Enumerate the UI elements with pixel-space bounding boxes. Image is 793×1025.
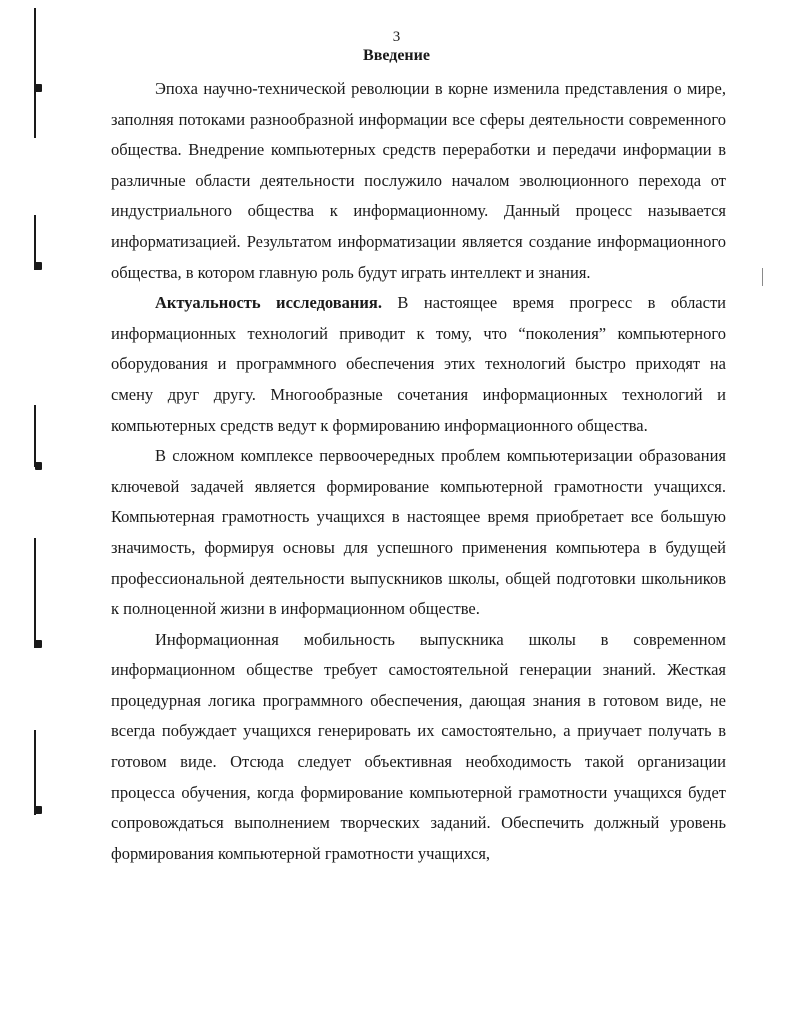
paragraph-lead: Актуальность исследования. [155, 293, 382, 313]
scan-margin-mark [35, 262, 42, 270]
paragraph [111, 441, 726, 625]
scan-margin-line [762, 268, 763, 286]
paragraph-text: Эпоха научно-технической революции в корне изменила представления о мире, заполняя потоками разнообразной информации все сферы деятельности современного общества. Внедрение компьютерных средств переработки и передачи информации в различные области деятельности послужило началом эволюционного перехода от индустриального общества к информационному. Данный процесс называется информатизацией. Результатом информатизации является создание информационного общества, в котором главную роль будут играть интеллект и знания. [111, 79, 726, 282]
paragraph-text: Информационная мобильность выпускника школы в современном информационном обществе требует самостоятельной генерации знаний. Жесткая процедурная логика программного обеспечения, дающая знания в готовом виде, не всегда побуждает учащихся генерировать их самостоятельно, а приучает получать в готовом виде. Отсюда следует объективная необходимость такой организации процесса обучения, когда формирование компьютерной грамотности учащихся будет сопровождаться выполнением творческих заданий. Обеспечить должный уровень формирования компьютерной грамотности учащихся, [111, 629, 726, 863]
paragraph-text: В настоящее время прогресс в области информационных технологий приводит к тому, что “поколения” компьютерного оборудования и программного обеспечения этих технологий быстро приходят на смену друг другу. Многообразные сочетания информационных технологий и компьютерных средств ведут к формированию информационного общества. [111, 293, 726, 435]
paragraph [111, 288, 726, 441]
scan-margin-mark [35, 462, 42, 470]
body-text [111, 74, 726, 869]
scan-margin-line [34, 405, 36, 467]
page-title: Введение [363, 47, 430, 64]
scan-margin-mark [35, 806, 42, 814]
paragraph [111, 625, 726, 870]
paragraph-text: В сложном комплексе первоочередных проблем компьютеризации образования ключевой задачей является формирование компьютерной грамотности учащихся. Компьютерная грамотность учащихся в настоящее время приобретает все большую значимость, формируя основы для успешного применения компьютера в будущей профессиональной деятельности выпускников школы, общей подготовки школьников к полноценной жизни в информационном обществе. [111, 446, 726, 619]
page-number: 3 [392, 29, 401, 45]
scan-margin-mark [35, 640, 42, 648]
scan-margin-line [34, 730, 36, 815]
paragraph [111, 74, 726, 288]
scan-margin-mark [35, 84, 42, 92]
scan-margin-line [34, 538, 36, 648]
